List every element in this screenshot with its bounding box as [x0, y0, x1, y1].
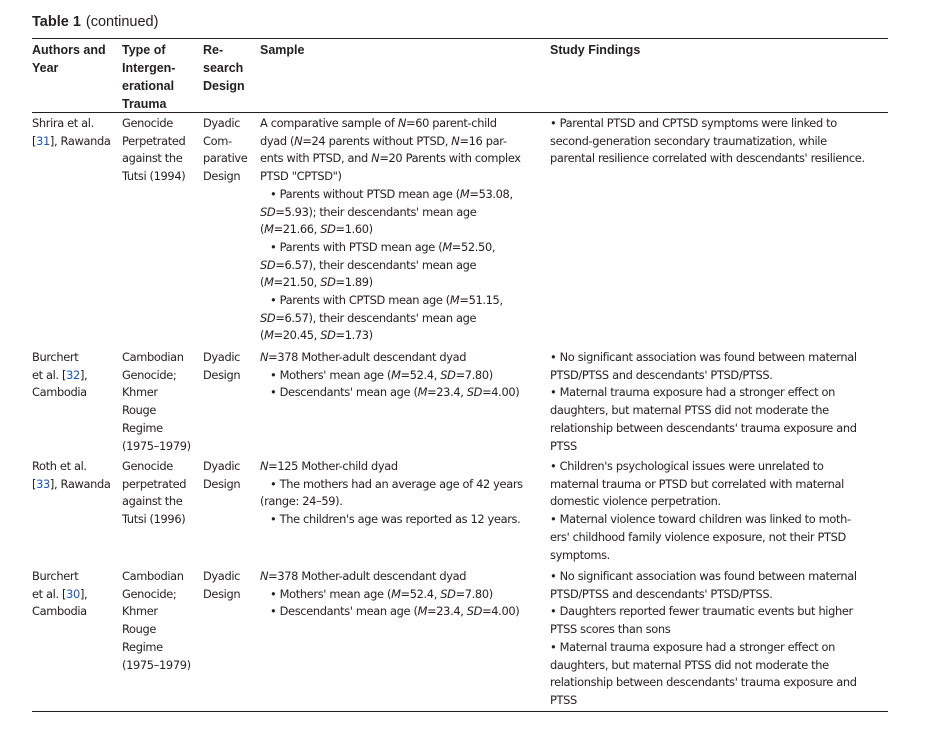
cell-line: et al. [30],	[32, 586, 88, 601]
cell-line: Genocide	[122, 459, 173, 473]
cell-line: Burchert	[32, 569, 79, 583]
cell-line: • Parental PTSD and CPTSD symptoms were linked to	[550, 116, 837, 130]
cell-line: PTSS	[550, 438, 577, 453]
cell-findings	[550, 115, 865, 168]
cell-line: PTSD/PTSS and descendants' PTSD/PTSS.	[550, 367, 773, 382]
cell-line: ers' childhood family violence exposure, not their PTSD	[550, 529, 846, 544]
cell-line: [33], Rawanda	[32, 476, 111, 491]
cell-findings	[550, 568, 857, 710]
cell-line: PTSD/PTSS and descendants' PTSD/PTSS.	[550, 586, 773, 601]
cell-line: SD=5.93); their descendants' mean age	[260, 204, 477, 219]
cell-research-design	[203, 115, 247, 186]
cell-line: • Mothers' mean age (M=52.4, SD=7.80)	[270, 586, 493, 601]
cell-line: (M=21.50, SD=1.89)	[260, 275, 373, 290]
cell-line: SD=6.57), their descendants' mean age	[260, 310, 477, 325]
cell-line: relationship between descendants' trauma exposure and	[550, 420, 857, 435]
cell-line: perpetrated	[122, 476, 187, 491]
cell-authors	[32, 458, 110, 493]
cell-line: parative	[203, 151, 248, 166]
cell-authors	[32, 115, 110, 150]
cell-line: • No significant association was found between maternal	[550, 350, 857, 364]
cell-line: against the	[122, 494, 183, 509]
header-findings: Study Findings	[550, 43, 641, 57]
cell-line: (1975–1979)	[122, 657, 191, 672]
cell-line: (M=21.66, SD=1.60)	[260, 222, 373, 237]
cell-line: • Parents with PTSD mean age (M=52.50,	[270, 239, 496, 254]
cell-line: Cambodia	[32, 385, 87, 400]
cell-trauma-type	[122, 115, 185, 186]
cell-line: Design	[203, 476, 241, 491]
cell-line: Perpetrated	[122, 133, 186, 148]
cell-line: Cambodia	[32, 604, 87, 619]
cell-line: against the	[122, 151, 183, 166]
cell-line: Cambodian	[122, 569, 184, 583]
cell-line: • Parents with CPTSD mean age (M=51.15,	[270, 293, 503, 308]
cell-trauma-type	[122, 458, 186, 529]
cell-line: • Descendants' mean age (M=23.4, SD=4.00)	[270, 604, 520, 619]
cell-line: • Mothers' mean age (M=52.4, SD=7.80)	[270, 367, 493, 382]
cell-line: dyad (N=24 parents without PTSD, N=16 par-	[260, 133, 507, 148]
cell-line: et al. [32],	[32, 367, 88, 382]
cell-line: N=378 Mother-adult descendant dyad	[260, 569, 467, 583]
cell-line: • The mothers had an average age of 42 years	[270, 476, 523, 491]
cell-line: Khmer	[122, 604, 158, 619]
cell-findings	[550, 458, 851, 564]
cell-line: (M=20.45, SD=1.73)	[260, 328, 373, 343]
header-authors: Authors and Year	[32, 43, 106, 75]
cell-line: Genocide;	[122, 367, 177, 382]
table-caption	[32, 12, 158, 32]
cell-line: SD=6.57), their descendants' mean age	[260, 257, 477, 272]
cell-line: Design	[203, 169, 241, 184]
cell-line: • Daughters reported fewer traumatic events but higher	[550, 604, 853, 619]
table-subtitle: (continued)	[85, 14, 159, 30]
cell-line: ents with PTSD, and N=20 Parents with complex	[260, 151, 521, 166]
cell-research-design	[203, 568, 240, 603]
cell-line: symptoms.	[550, 547, 610, 562]
cell-line: Genocide	[122, 116, 173, 130]
cell-line: Rouge	[122, 622, 157, 637]
cell-line: • Parents without PTSD mean age (M=53.08,	[270, 186, 513, 201]
cell-research-design	[203, 349, 240, 384]
cell-line: PTSD "CPTSD")	[260, 169, 342, 184]
cell-line: N=378 Mother-adult descendant dyad	[260, 350, 467, 364]
cell-line: parental resilience correlated with descendants' resilience.	[550, 151, 865, 166]
cell-sample	[260, 115, 521, 345]
table-header-rule	[32, 112, 888, 113]
cell-line: Roth et al.	[32, 459, 87, 473]
cell-line: Design	[203, 586, 241, 601]
cell-line: Regime	[122, 420, 163, 435]
cell-trauma-type	[122, 568, 191, 674]
cell-line: • The children's age was reported as 12 years.	[270, 512, 521, 527]
header-sample: Sample	[260, 43, 305, 57]
cell-line: domestic violence perpetration.	[550, 494, 721, 509]
cell-sample	[260, 458, 523, 529]
cell-sample	[260, 349, 519, 402]
cell-line: PTSS scores than sons	[550, 622, 671, 637]
cell-line: • Maternal violence toward children was linked to moth-	[550, 512, 851, 527]
cell-line: Tutsi (1996)	[122, 512, 186, 527]
cell-line: [31], Rawanda	[32, 133, 111, 148]
cell-sample	[260, 568, 519, 621]
cell-line: Khmer	[122, 385, 158, 400]
cell-line: (range: 24–59).	[260, 494, 343, 509]
cell-line: Dyadic	[203, 459, 241, 473]
cell-research-design	[203, 458, 240, 493]
cell-line: daughters, but maternal PTSS did not moderate the	[550, 403, 829, 418]
cell-line: Genocide;	[122, 586, 177, 601]
table-top-rule	[32, 38, 888, 39]
cell-line: daughters, but maternal PTSS did not moderate the	[550, 657, 829, 672]
cell-line: Design	[203, 367, 241, 382]
cell-line: second-generation secondary traumatization, while	[550, 133, 827, 148]
cell-line: Dyadic	[203, 116, 241, 130]
table-title: Table 1	[32, 14, 81, 30]
cell-line: maternal trauma or PTSD but correlated with maternal	[550, 476, 844, 491]
cell-trauma-type	[122, 349, 191, 455]
cell-line: Rouge	[122, 403, 157, 418]
cell-line: Dyadic	[203, 569, 241, 583]
cell-authors	[32, 349, 87, 402]
cell-line: Regime	[122, 639, 163, 654]
header-trauma-type: Type of Intergen- erational Trauma	[122, 43, 176, 111]
cell-line: Dyadic	[203, 350, 241, 364]
cell-line: A comparative sample of N=60 parent-child	[260, 116, 497, 130]
cell-line: • Descendants' mean age (M=23.4, SD=4.00)	[270, 385, 520, 400]
header-research-design: Re- search Design	[203, 43, 245, 93]
cell-line: Tutsi (1994)	[122, 169, 186, 184]
cell-line: • Maternal trauma exposure had a stronger effect on	[550, 385, 836, 400]
cell-line: Shrira et al.	[32, 116, 94, 130]
cell-line: • Children's psychological issues were unrelated to	[550, 459, 824, 473]
cell-findings	[550, 349, 857, 455]
cell-line: relationship between descendants' trauma exposure and	[550, 675, 857, 690]
table-bottom-rule	[32, 711, 888, 712]
cell-line: • No significant association was found between maternal	[550, 569, 857, 583]
cell-line: N=125 Mother-child dyad	[260, 459, 398, 473]
cell-line: Com-	[203, 133, 232, 148]
cell-line: (1975–1979)	[122, 438, 191, 453]
cell-line: Burchert	[32, 350, 79, 364]
cell-line: Cambodian	[122, 350, 184, 364]
cell-line: • Maternal trauma exposure had a stronger effect on	[550, 639, 836, 654]
cell-authors	[32, 568, 87, 621]
cell-line: PTSS	[550, 692, 577, 707]
